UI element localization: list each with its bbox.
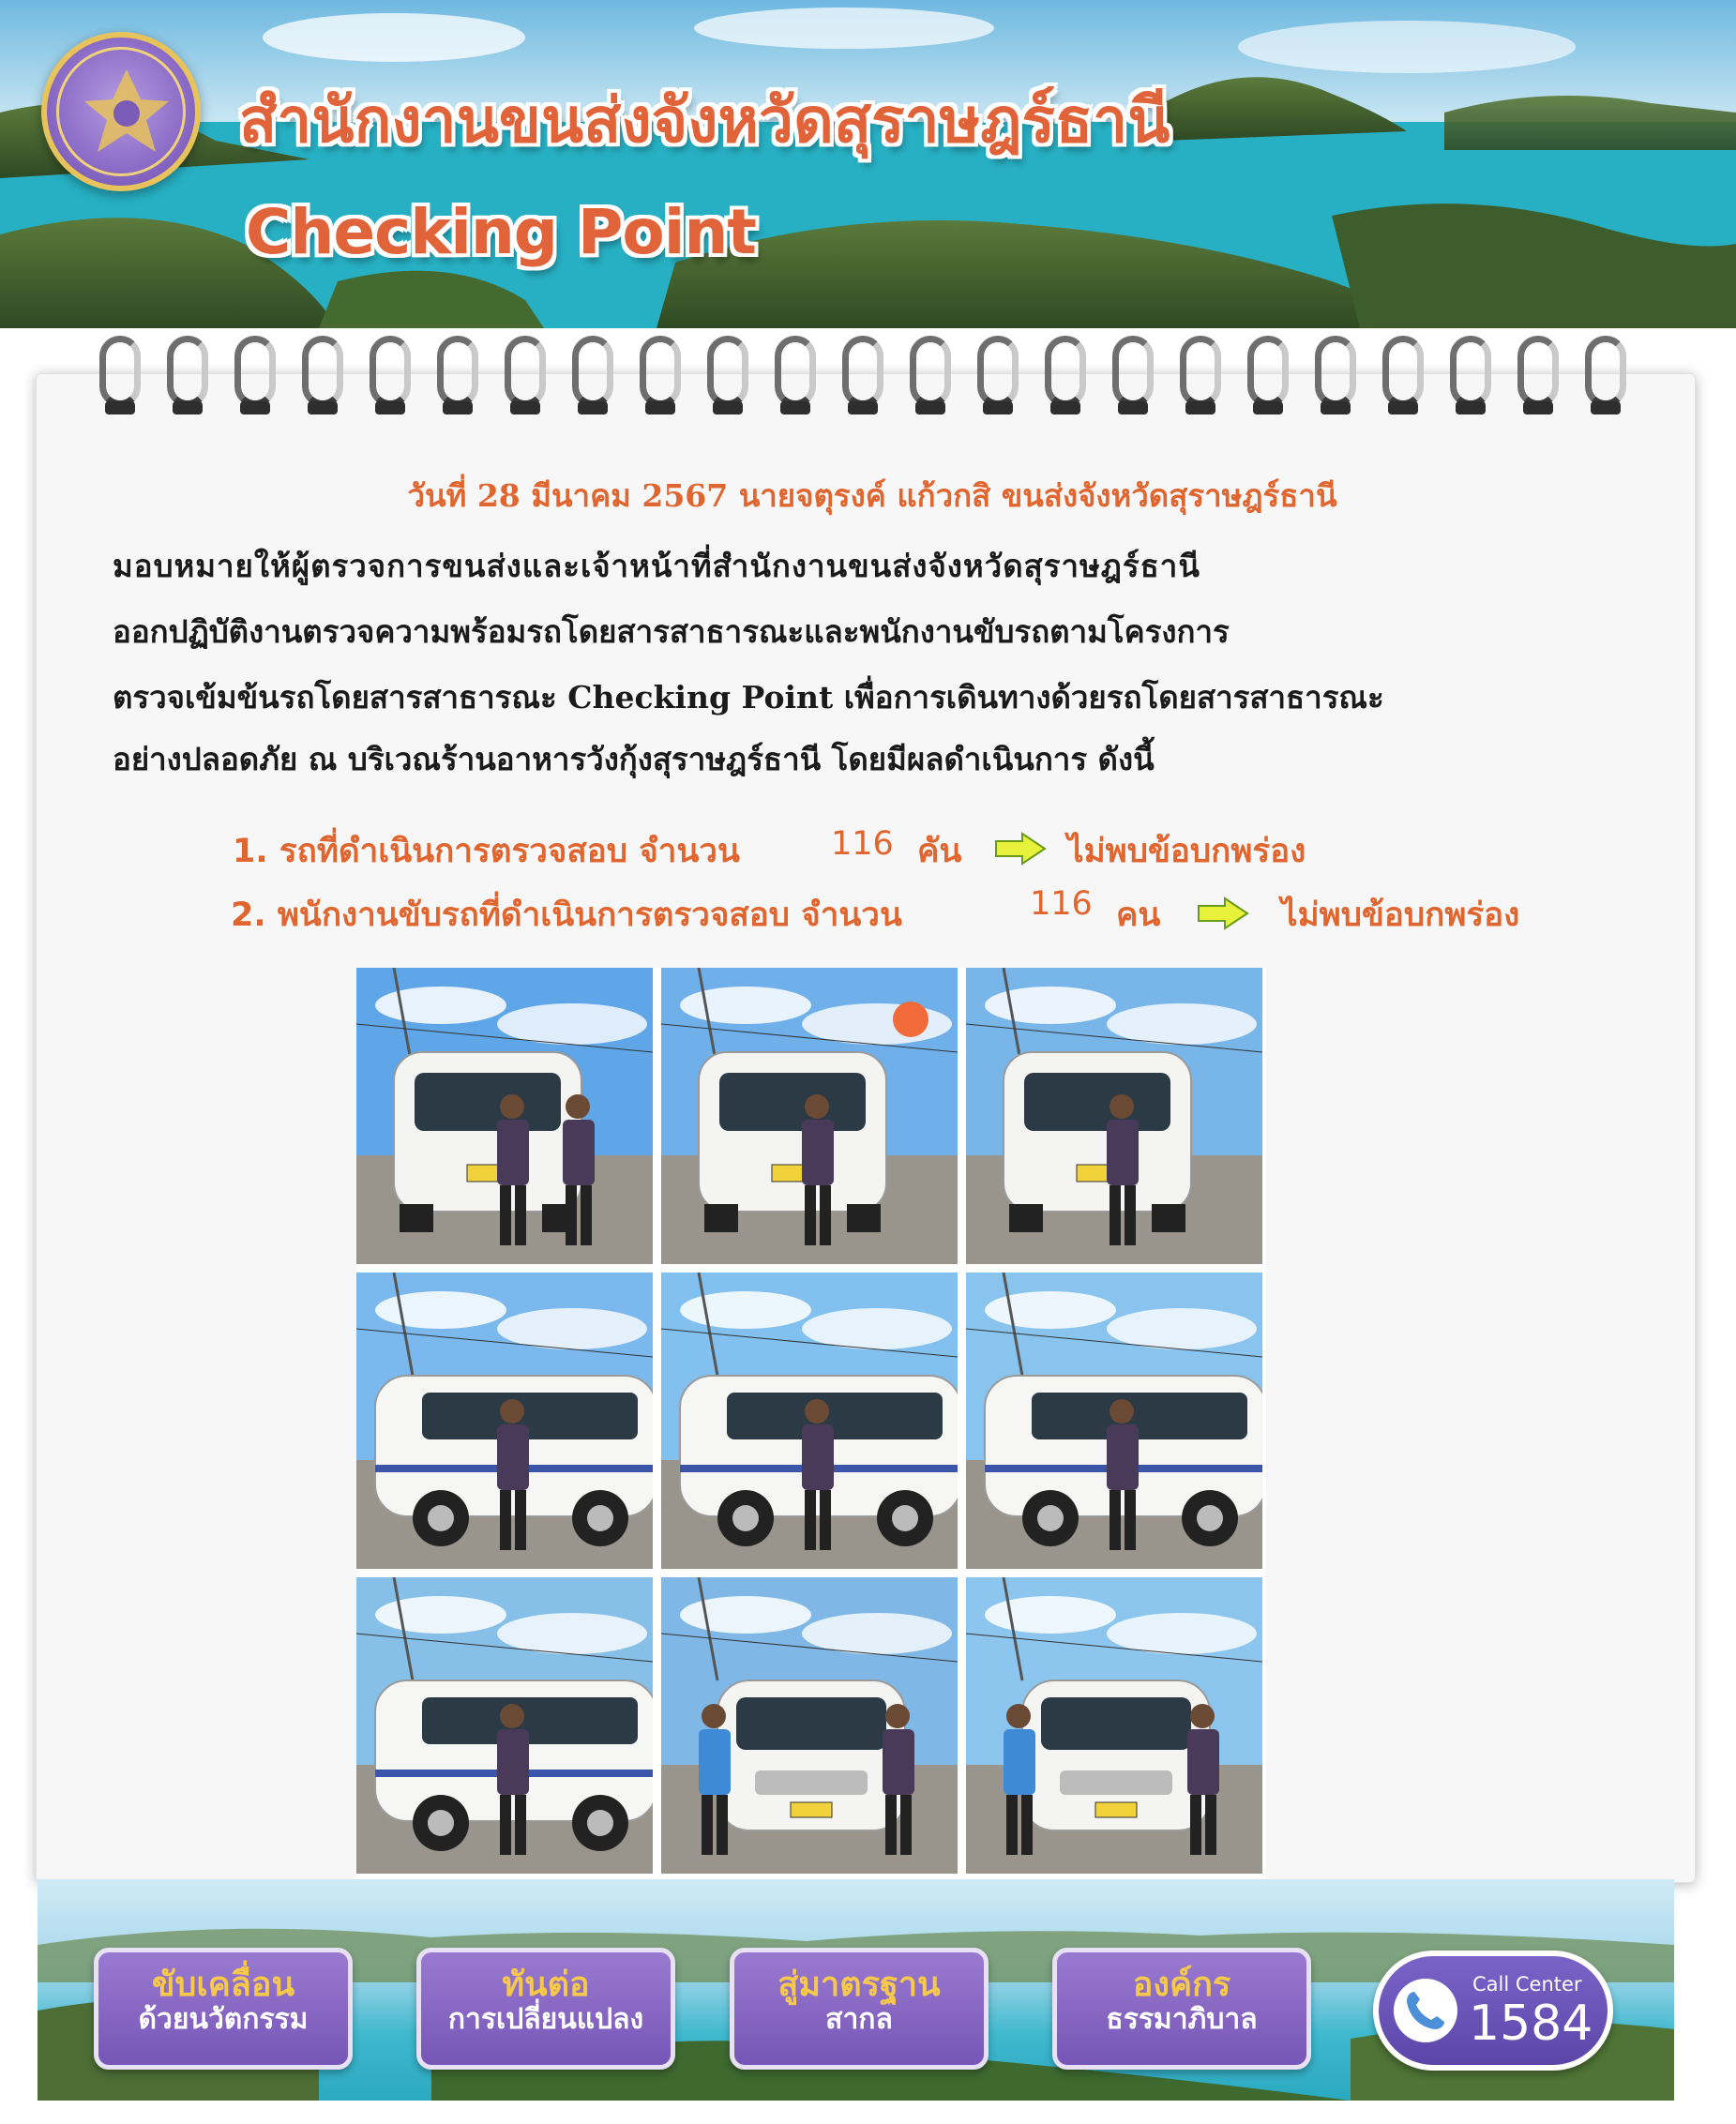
call-center-badge bbox=[1373, 1951, 1613, 2071]
header-subtitle: Checking Point bbox=[246, 196, 756, 268]
spiral-ring bbox=[702, 336, 754, 420]
spiral-ring bbox=[1242, 336, 1294, 420]
spiral-ring bbox=[1444, 336, 1497, 420]
spiral-ring bbox=[769, 336, 822, 420]
intro-line: อย่างปลอดภัย ณ บริเวณร้านอาหารวังกุ้งสุราษฎร์ธานี โดยมีผลดำเนินการ ดังนี้ bbox=[113, 741, 1155, 777]
spiral-ring bbox=[296, 336, 349, 420]
intro-line: มอบหมายให้ผู้ตรวจการขนส่งและเจ้าหน้าที่สำนักงานขนส่งจังหวัดสุราษฎร์ธานี bbox=[113, 548, 1200, 584]
badge-governance: องค์กร ธรรมาภิบาล bbox=[1052, 1948, 1311, 2070]
intro-date-line: วันที่ 28 มีนาคม 2567 นายจตุรงค์ แก้วกสิ ขนส่งจังหวัดสุราษฎร์ธานี bbox=[407, 477, 1337, 514]
footer-banner bbox=[38, 1879, 1674, 2101]
inspection-photo bbox=[966, 1577, 1262, 1874]
spiral-ring bbox=[229, 336, 281, 420]
badge-standard: สู่มาตรฐาน สากล bbox=[730, 1948, 989, 2070]
spiral-ring bbox=[161, 336, 214, 420]
spiral-ring bbox=[94, 336, 146, 420]
result-vehicles-label: 1. รถที่ดำเนินการตรวจสอบ จำนวน bbox=[233, 833, 740, 870]
spiral-ring bbox=[431, 336, 484, 420]
inspection-photo bbox=[661, 1273, 958, 1569]
spiral-ring bbox=[499, 336, 551, 420]
spiral-ring bbox=[566, 336, 619, 420]
spiral-binding bbox=[94, 336, 1651, 420]
spiral-ring bbox=[634, 336, 687, 420]
result-vehicles-outcome: ไม่พบข้อบกพร่อง bbox=[1067, 833, 1306, 870]
call-center-label: Call Center bbox=[1472, 1973, 1582, 1996]
header-banner bbox=[0, 0, 1736, 328]
intro-line: ออกปฏิบัติงานตรวจความพร้อมรถโดยสารสาธารณะและพนักงานขับรถตามโครงการ bbox=[113, 613, 1230, 650]
spiral-ring bbox=[904, 336, 957, 420]
inspection-photo bbox=[356, 968, 653, 1264]
header-title: สำนักงานขนส่งจังหวัดสุราษฎร์ธานี bbox=[239, 84, 1170, 157]
inspection-photo bbox=[661, 1577, 958, 1874]
phone-icon bbox=[1394, 1979, 1457, 2042]
arrow-right-icon bbox=[994, 832, 1047, 866]
call-center-number: 1584 bbox=[1469, 1996, 1593, 2052]
dlt-emblem-icon bbox=[41, 32, 201, 191]
orange-dot-marker bbox=[893, 1002, 928, 1037]
spiral-ring bbox=[837, 336, 889, 420]
inspection-photo bbox=[966, 1273, 1262, 1569]
result-vehicles-unit: คัน bbox=[917, 833, 962, 870]
result-vehicles-count: 116 bbox=[831, 825, 894, 863]
arrow-right-icon bbox=[1197, 896, 1249, 930]
inspection-photo-grid bbox=[356, 968, 1266, 1879]
spiral-ring bbox=[1377, 336, 1429, 420]
spiral-ring bbox=[1309, 336, 1362, 420]
spiral-ring bbox=[1579, 336, 1632, 420]
result-drivers-unit: คน bbox=[1116, 896, 1161, 934]
intro-line: ตรวจเข้มข้นรถโดยสารสาธารณะ Checking Point เพื่อการเดินทางด้วยรถโดยสารสาธารณะ bbox=[113, 679, 1384, 716]
result-drivers-outcome: ไม่พบข้อบกพร่อง bbox=[1281, 896, 1520, 934]
spiral-ring bbox=[972, 336, 1024, 420]
result-drivers-count: 116 bbox=[1030, 885, 1093, 923]
result-drivers-label: 2. พนักงานขับรถที่ดำเนินการตรวจสอบ จำนวน bbox=[231, 896, 902, 934]
spiral-ring bbox=[1039, 336, 1092, 420]
inspection-photo bbox=[966, 968, 1262, 1264]
spiral-ring bbox=[1512, 336, 1564, 420]
spiral-ring bbox=[1107, 336, 1159, 420]
inspection-photo bbox=[356, 1273, 653, 1569]
badge-innovation: ขับเคลื่อน ด้วยนวัตกรรม bbox=[94, 1948, 353, 2070]
seascape-image bbox=[0, 0, 1736, 328]
badge-change: ทันต่อ การเปลี่ยนแปลง bbox=[416, 1948, 675, 2070]
spiral-ring bbox=[364, 336, 416, 420]
spiral-ring bbox=[1174, 336, 1227, 420]
inspection-photo bbox=[356, 1577, 653, 1874]
